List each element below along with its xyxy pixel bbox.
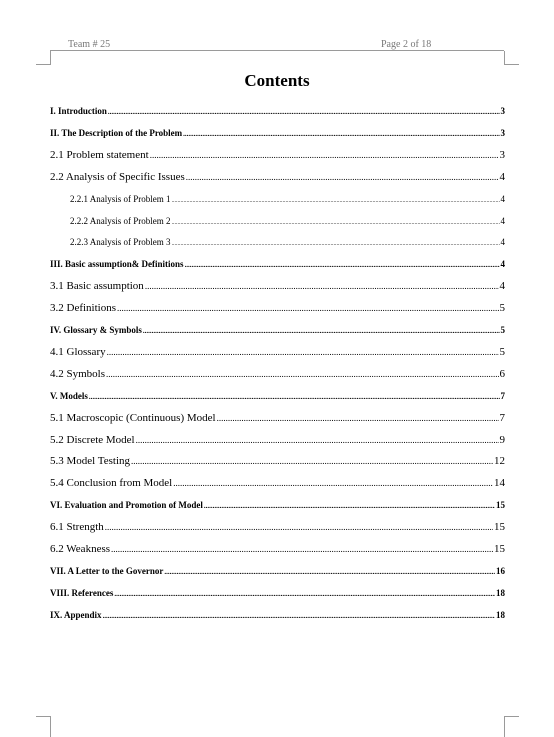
toc-entry-label: III. Basic assumption& Definitions: [50, 259, 184, 270]
toc-entry[interactable]: [50, 126, 505, 140]
toc-entry-label: 2.2.2 Analysis of Problem 2: [70, 215, 171, 226]
toc-entry-page: 9: [499, 433, 505, 446]
toc-entry-page: 3: [500, 127, 505, 138]
toc-entry[interactable]: [50, 454, 505, 469]
toc-entry[interactable]: [70, 235, 505, 249]
toc-entry-page: 6: [499, 367, 505, 380]
toc-dot-leader: [183, 127, 499, 141]
header-team: Team # 25: [68, 39, 111, 50]
toc-entry-page: 4: [500, 215, 505, 226]
toc-entry-label: I. Introduction: [50, 106, 107, 116]
toc-dot-leader: [131, 454, 493, 469]
toc-dot-leader: [107, 345, 499, 360]
toc-dot-leader: [136, 433, 499, 448]
toc-entry-page: 15: [494, 543, 505, 555]
contents-title: Contents: [244, 71, 310, 90]
crop-mark-bottom-right-v: [504, 716, 505, 737]
toc-dot-leader: [217, 411, 499, 426]
toc-entry[interactable]: [50, 498, 505, 512]
toc-entry-label: 3.2 Definitions: [50, 302, 116, 315]
toc-entry-label: IV. Glossary & Symbols: [50, 325, 142, 335]
toc-entry[interactable]: [50, 279, 505, 294]
toc-dot-leader: [114, 587, 495, 601]
toc-dot-leader: [204, 499, 495, 513]
toc-entry-page: 4: [500, 237, 505, 248]
toc-entry[interactable]: [50, 170, 505, 185]
toc-entry-label: 2.2.1 Analysis of Problem 1: [70, 193, 171, 204]
toc-entry[interactable]: [50, 411, 505, 426]
toc-entry[interactable]: [50, 367, 505, 382]
toc-entry-page: 4: [500, 259, 505, 270]
toc-dot-leader: [108, 105, 500, 119]
toc-dot-leader: [89, 390, 500, 404]
toc-entry[interactable]: [70, 214, 505, 228]
toc-entry[interactable]: [50, 257, 505, 271]
toc-entry-page: 3: [499, 148, 505, 161]
toc-dot-leader: [106, 367, 498, 382]
toc-dot-leader: [185, 258, 500, 272]
toc-entry[interactable]: [50, 476, 505, 491]
toc-dot-leader: [105, 520, 493, 535]
toc-entry-label: VI. Evaluation and Promotion of Model: [50, 500, 203, 511]
toc-entry-label: VII. A Letter to the Governor: [50, 565, 164, 576]
toc-entry-label: 2.1 Problem statement: [50, 148, 149, 161]
toc-dot-leader: [172, 194, 500, 208]
toc-entry[interactable]: [50, 104, 505, 118]
toc-entry-page: 5: [499, 345, 505, 358]
header-rule: [50, 50, 504, 51]
toc-entry-label: 6.1 Strength: [50, 521, 104, 534]
toc-entry-label: 5.4 Conclusion from Model: [50, 477, 173, 490]
toc-entry-page: 18: [496, 587, 505, 598]
toc-entry[interactable]: [50, 564, 505, 578]
toc-dot-leader: [143, 324, 500, 338]
toc-dot-leader: [150, 148, 499, 163]
toc-dot-leader: [172, 237, 500, 251]
toc-entry[interactable]: [50, 345, 505, 360]
toc-entry-label: 6.2 Weakness: [50, 543, 111, 555]
toc-entry[interactable]: [50, 148, 505, 163]
toc-entry[interactable]: [50, 389, 505, 403]
toc-entry-label: IX. Appendix: [50, 609, 102, 620]
toc-entry[interactable]: [50, 301, 505, 316]
toc-entry-label: 2.2.3 Analysis of Problem 3: [70, 237, 171, 248]
toc-entry-page: 15: [494, 521, 505, 534]
crop-mark-top-left-h: [36, 64, 51, 65]
toc-entry-label: II. The Description of the Problem: [50, 127, 183, 138]
crop-mark-top-right-h: [504, 64, 519, 65]
toc-entry-page: 12: [494, 455, 505, 468]
crop-mark-bottom-left-v: [50, 716, 51, 737]
toc-entry[interactable]: [50, 586, 505, 600]
toc-entry-label: V. Models: [50, 390, 88, 401]
crop-mark-top-right-v: [504, 51, 505, 65]
toc-entry-label: 5.3 Model Testing: [50, 455, 130, 468]
crop-mark-top-left-v: [50, 51, 51, 65]
toc-entry-page: 14: [494, 477, 505, 490]
toc-entry-page: 18: [496, 609, 505, 620]
crop-mark-bottom-left-h: [36, 716, 51, 717]
toc-entry[interactable]: [50, 433, 505, 448]
toc-entry-page: 4: [499, 280, 505, 293]
toc-entry-label: 5.1 Macroscopic (Continuous) Model: [50, 411, 216, 424]
header-page-number: Page 2 of 18: [381, 39, 432, 50]
toc-dot-leader: [172, 216, 500, 230]
toc-entry-page: 3: [500, 106, 505, 116]
toc-entry-page: 4: [499, 170, 505, 183]
toc-entry-label: VIII. References: [50, 587, 114, 598]
toc-entry[interactable]: [50, 520, 505, 535]
toc-dot-leader: [117, 301, 499, 316]
toc-entry[interactable]: [50, 323, 505, 337]
toc-entry-label: 4.1 Glossary: [50, 345, 106, 358]
toc-entry-page: 16: [496, 565, 505, 576]
toc-entry-label: 4.2 Symbols: [50, 367, 106, 380]
toc-entry[interactable]: [50, 608, 505, 622]
toc-dot-leader: [173, 476, 493, 491]
toc-entry-page: 5: [500, 325, 505, 335]
toc-entry-label: 5.2 Discrete Model: [50, 433, 135, 446]
toc-entry[interactable]: [70, 192, 505, 206]
toc-entry[interactable]: [50, 542, 505, 557]
toc-entry-page: 4: [500, 193, 505, 204]
toc-entry-page: 5: [499, 302, 505, 315]
crop-mark-bottom-right-h: [504, 716, 519, 717]
toc-dot-leader: [186, 170, 499, 185]
toc-entry-page: 7: [500, 390, 505, 401]
toc-entry-page: 15: [496, 500, 505, 511]
toc-dot-leader: [111, 542, 493, 557]
toc-dot-leader: [164, 565, 495, 579]
toc-entry-label: 2.2 Analysis of Specific Issues: [50, 170, 185, 183]
toc-dot-leader: [103, 609, 495, 623]
toc-entry-label: 3.1 Basic assumption: [50, 280, 144, 293]
toc-dot-leader: [145, 279, 499, 294]
toc-entry-page: 7: [499, 411, 505, 424]
